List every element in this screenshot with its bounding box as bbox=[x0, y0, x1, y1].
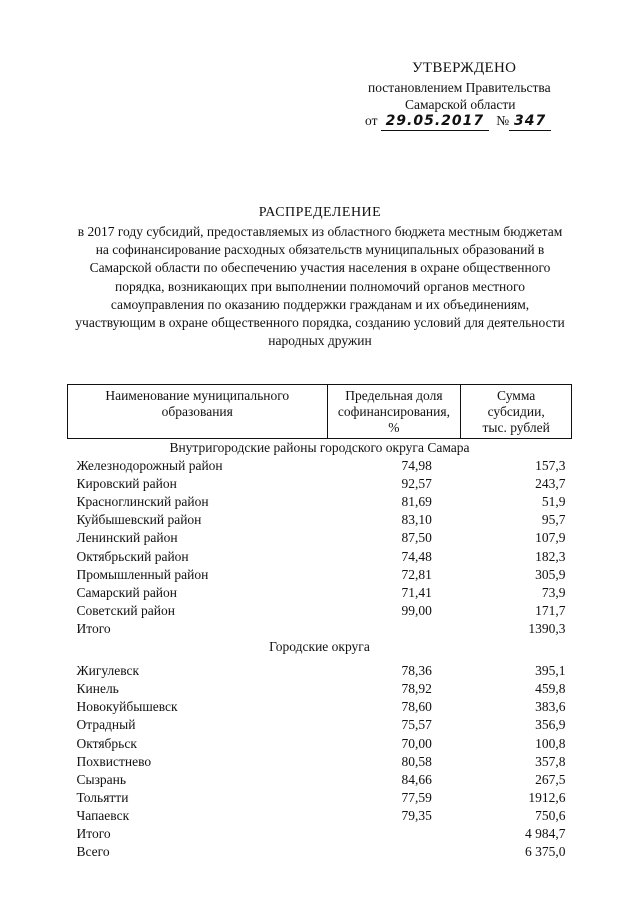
section-heading-row bbox=[68, 439, 572, 458]
approval-heading: УТВЕРЖДЕНО bbox=[412, 60, 517, 76]
table-row: Кировский район 92,57 243,7 bbox=[76, 476, 566, 492]
table-row: Кинель 78,92 459,8 bbox=[76, 681, 566, 697]
table-row: Отрадный 75,57 356,9 bbox=[76, 717, 566, 733]
distribution-table bbox=[67, 384, 572, 861]
table-row: Ленинский район 87,50 107,9 bbox=[76, 530, 566, 546]
section-heading-row bbox=[68, 638, 572, 656]
document-title: РАСПРЕДЕЛЕНИЕ bbox=[258, 205, 382, 220]
table-row: Куйбышевский район 83,10 95,7 bbox=[76, 512, 566, 528]
table-row: Железнодорожный район 74,98 157,3 bbox=[76, 458, 566, 474]
table-header bbox=[68, 385, 572, 439]
table-row: Чапаевск 79,35 750,6 bbox=[76, 807, 566, 823]
table-row: Промышленный район 72,81 305,9 bbox=[76, 566, 566, 582]
approval-decree-line: постановлением Правительства bbox=[368, 80, 551, 95]
table-row: Самарский район 71,41 73,9 bbox=[76, 584, 566, 600]
number-label: № bbox=[496, 113, 510, 128]
table-row: Похвистнево 80,58 357,8 bbox=[76, 753, 566, 769]
table-row: Советский район 99,00 171,7 bbox=[76, 602, 566, 618]
document-subtitle: в 2017 году субсидий, предоставляемых из областного бюджета местным бюджетам на софинансирование расходных обязательств муниципальных образований в Самарской области по обеспечению участия населения в охране общественного порядка, возникающих при выполнении полномочий органов местного самоуправления по оказанию поддержки гражданам и их объединениям, участвующим в охране общественного порядка, созданию условий для деятельности народных дружин bbox=[75, 224, 565, 349]
table-row: Новокуйбышевск 78,60 383,6 bbox=[76, 699, 566, 715]
approval-number: 347 bbox=[509, 113, 551, 131]
header-name: Наименование муниципального образования bbox=[68, 385, 328, 439]
table-row: Сызрань 84,66 267,5 bbox=[76, 771, 566, 787]
approval-date: 29.05.2017 bbox=[381, 113, 489, 131]
subtotal-row: Итого 4 984,7 bbox=[76, 825, 566, 841]
table-row: Октябрьский район 74,48 182,3 bbox=[76, 548, 566, 564]
table-row: Жигулевск 78,36 395,1 bbox=[76, 663, 566, 679]
approval-date-line bbox=[365, 112, 551, 131]
table-row: Красноглинский район 81,69 51,9 bbox=[76, 494, 566, 510]
header-sum: Сумма субсидии, тыс. рублей bbox=[461, 385, 572, 439]
table-row: Октябрьск 70,00 100,8 bbox=[76, 735, 566, 751]
grand-total-row: Всего 6 375,0 bbox=[76, 844, 566, 860]
approval-region-line: Самарской области bbox=[405, 97, 516, 112]
subtotal-row: Итого 1390,3 bbox=[76, 620, 566, 636]
section-title: Внутригородские районы городского округа Самара bbox=[169, 440, 470, 455]
table-row: Тольятти 77,59 1912,6 bbox=[76, 789, 566, 805]
header-share: Предельная доля софинансирования, % bbox=[327, 385, 461, 439]
table-body bbox=[68, 439, 572, 862]
from-label: от bbox=[365, 113, 378, 128]
section-title: Городские округа bbox=[269, 639, 370, 655]
